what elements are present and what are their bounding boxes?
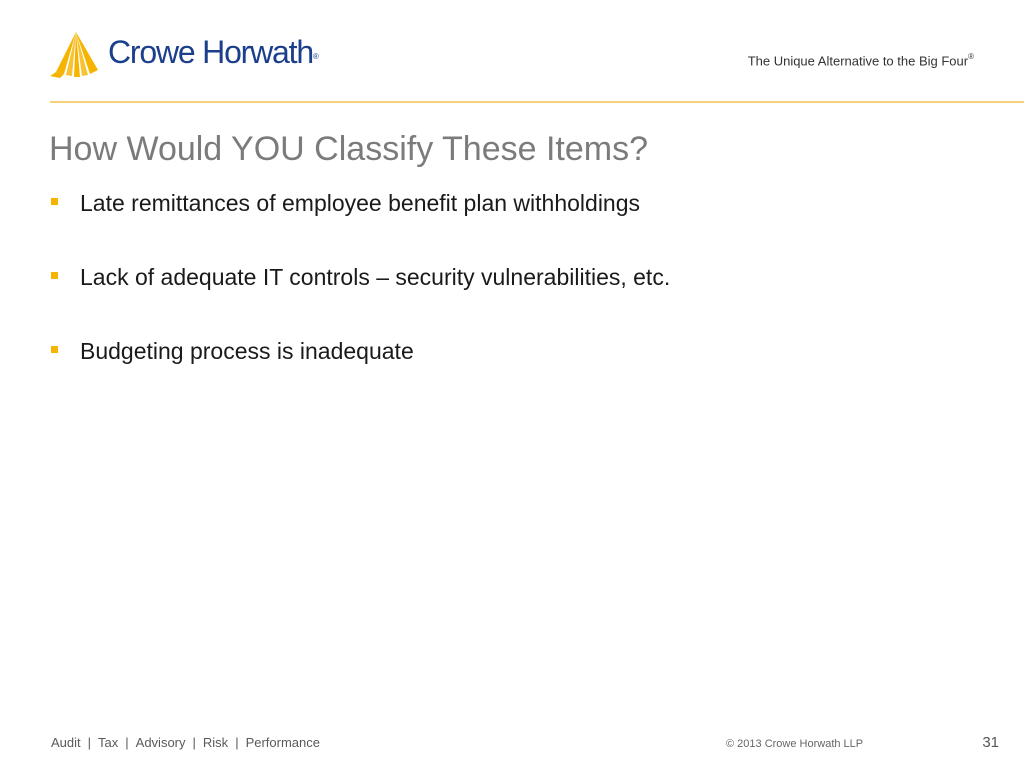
logo-text: Crowe Horwath xyxy=(108,34,313,70)
bullet-text: Lack of adequate IT controls – security vulnerabilities, etc. xyxy=(80,264,671,290)
copyright: © 2013 Crowe Horwath LLP xyxy=(726,738,864,750)
bullet-item xyxy=(50,334,670,408)
bullet-item xyxy=(50,260,670,334)
tagline-text: The Unique Alternative to the Big Four xyxy=(747,53,969,69)
bullet-item xyxy=(50,186,670,260)
footer-separator: | xyxy=(87,735,92,750)
crowe-horwath-logo xyxy=(50,32,320,80)
footer-separator: | xyxy=(125,735,129,750)
bullet-text: Late remittances of employee benefit plan withholdings xyxy=(80,190,641,216)
square-bullet-icon xyxy=(51,272,58,279)
square-bullet-icon xyxy=(51,346,58,353)
square-bullet-icon xyxy=(51,198,58,205)
footer-item-advisory: Advisory xyxy=(135,735,186,750)
bullet-list xyxy=(50,186,670,408)
slide-title: How Would YOU Classify These Items? xyxy=(49,130,649,168)
footer-separator: | xyxy=(192,735,196,750)
logo-wordmark xyxy=(108,34,319,71)
tagline-registered-mark: ® xyxy=(968,52,974,61)
page-number: 31 xyxy=(982,734,999,751)
logo-registered-mark: ® xyxy=(312,52,319,61)
footer-item-performance: Performance xyxy=(245,735,320,750)
header-divider xyxy=(50,101,1024,103)
bullet-text: Budgeting process is inadequate xyxy=(80,338,414,364)
footer-separator: | xyxy=(235,735,239,750)
sunburst-icon xyxy=(50,32,100,78)
footer-item-risk: Risk xyxy=(202,735,229,750)
footer-service-lines xyxy=(51,735,320,750)
tagline xyxy=(748,53,974,68)
footer-item-tax: Tax xyxy=(98,735,119,750)
footer-item-audit: Audit xyxy=(51,735,81,750)
